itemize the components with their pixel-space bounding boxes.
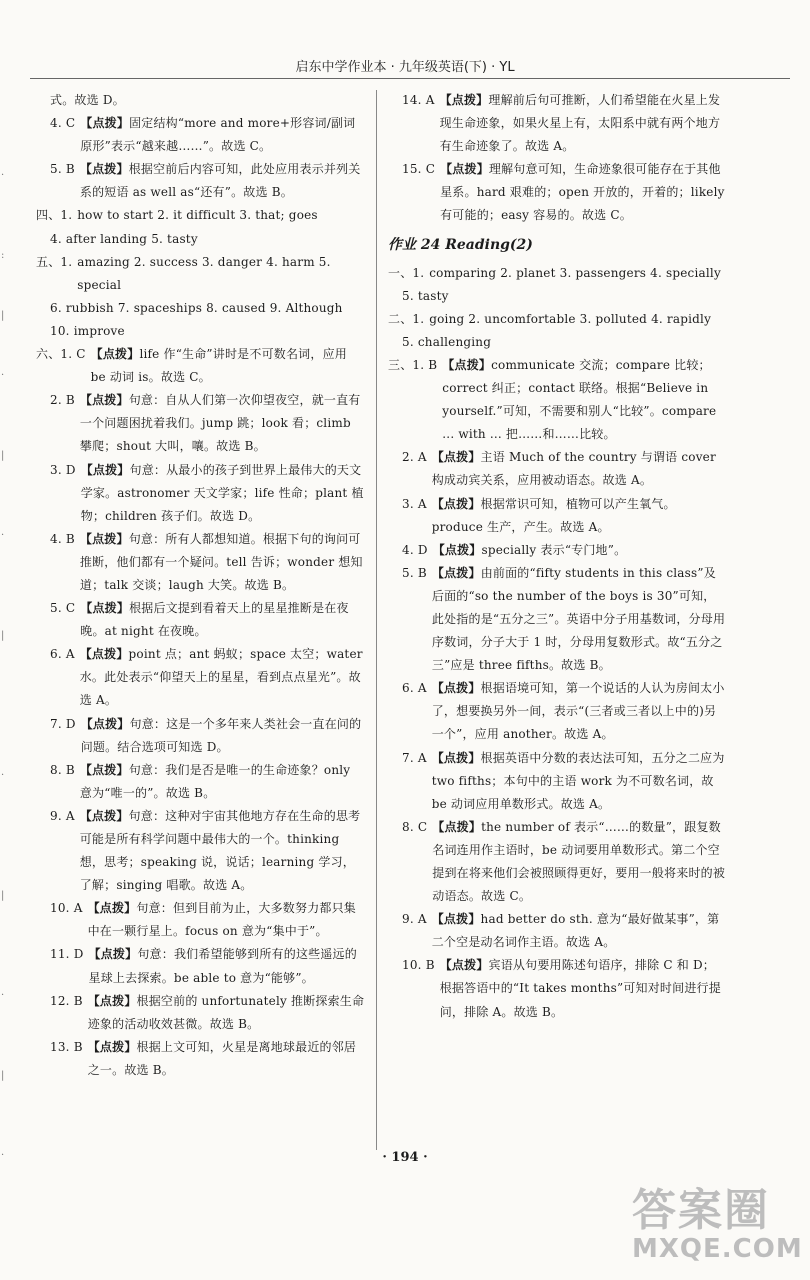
hint-keyword: 【点拨】 xyxy=(87,1039,137,1054)
hint-keyword: 【点拨】 xyxy=(439,958,489,973)
answer-text xyxy=(432,562,726,677)
hint-keyword: 【点拨】 xyxy=(90,347,140,362)
answer-body: 5. tasty xyxy=(402,288,449,303)
answer-item xyxy=(36,597,366,643)
answer-item xyxy=(36,89,366,112)
answer-body: how to start 2. it difficult 3. that; goes xyxy=(77,208,318,223)
answer-body: 理解句意可知，生命迹象很可能存在于其他星系。hard 艰难的；open 开放的，开着的；likely 有可能的；easy 容易的。故选 C。 xyxy=(440,162,725,223)
hint-keyword: 【点拨】 xyxy=(431,750,481,765)
answer-text xyxy=(432,816,726,908)
watermark-logo xyxy=(632,1185,803,1272)
answer-item xyxy=(36,943,366,989)
answer-text xyxy=(432,493,726,539)
answer-item xyxy=(36,805,366,897)
answer-item xyxy=(388,262,726,285)
column-divider xyxy=(376,90,377,1150)
answer-item xyxy=(36,389,366,458)
answer-number: 3. A xyxy=(402,496,427,511)
answer-item xyxy=(36,320,366,343)
answer-body: 句意：但到目前为止，大多数努力都只集中在一颗行星上。focus on 意为“集中于”。 xyxy=(87,901,356,939)
answer-text xyxy=(440,158,726,227)
answer-item xyxy=(36,158,366,204)
answer-item xyxy=(36,759,366,805)
answer-body: point 点；ant 蚂蚁；space 太空；water 水。此处表示“仰望天上的星星，看到点点星光”。故选 A。 xyxy=(79,647,363,708)
answer-item xyxy=(36,713,366,759)
answer-text xyxy=(432,446,726,492)
answer-text xyxy=(440,954,726,1023)
answer-number: 4. B xyxy=(50,531,75,546)
answer-number: 4. C xyxy=(50,116,76,131)
answer-item xyxy=(36,897,366,943)
answer-body: 由前面的“fifty students in this class”及后面的“so the number of the boys is 30”可知，此处指的是“五分之三”。英语中分子用基数词，分母用序数词，分子大于 1 时，分母用复数形式。故“五分之三”应是 three fifths。故选 B。 xyxy=(431,565,726,673)
hint-keyword: 【点拨】 xyxy=(80,601,130,616)
answer-body: the number of 表示“……的数量”，跟复数名词连用作主语时，be 动词要用单数形式。第二个空提到在将来他们会被照顾得更好，要用一般将来时的被动语态。故选 C。 xyxy=(432,819,726,904)
answer-text xyxy=(432,908,726,954)
answer-body: 句意：这是一个多年来人类社会一直在问的问题。结合选项可知选 D。 xyxy=(80,716,362,754)
answer-number: 14. A xyxy=(402,93,435,107)
answer-body: 10. improve xyxy=(50,323,125,338)
section-title: 作业 24 Reading(2) xyxy=(388,236,533,253)
answer-item xyxy=(36,643,366,712)
answer-text xyxy=(80,805,366,897)
answer-text xyxy=(80,112,366,158)
answer-item xyxy=(36,204,366,227)
hint-keyword: 【点拨】 xyxy=(431,496,481,511)
watermark-top: 答案圈 xyxy=(632,1185,770,1236)
answer-text xyxy=(80,759,366,805)
answer-number: 三、1. B xyxy=(388,357,438,372)
answer-item xyxy=(388,158,726,227)
answer-body: 句意：自从人们第一次仰望夜空，就一直有一个问题困扰着我们。jump 跳；look 看；climb 攀爬；shout 大叫，嚷。故选 B。 xyxy=(79,393,361,454)
answer-text xyxy=(80,389,366,458)
answer-text xyxy=(80,158,366,204)
answer-number: 4. D xyxy=(402,542,428,557)
answer-item xyxy=(388,562,726,677)
answer-text xyxy=(81,459,366,528)
answer-item xyxy=(388,816,726,908)
answer-body: communicate 交流；compare 比较；correct 纠正；contact 联络。根据“Believe in yourself.”可知，不需要和别人“比较”。compare ... with ... 把……和……比较。 xyxy=(442,357,717,442)
answer-body: 5. challenging xyxy=(402,334,492,349)
answer-text xyxy=(77,204,366,227)
answer-item xyxy=(36,343,366,389)
header-rule xyxy=(30,78,790,79)
answer-body: 句意：从最小的孩子到世界上最伟大的天文学家。astronomer 天文学家；life 性命；plant 植物；children 孩子们。故选 D。 xyxy=(80,462,364,523)
answer-number: 5. B xyxy=(50,162,75,177)
answer-item xyxy=(388,677,726,746)
answer-body: 根据常识可知，植物可以产生氧气。produce 生产，产生。故选 A。 xyxy=(431,496,676,534)
answer-number: 7. A xyxy=(402,750,427,765)
answer-text xyxy=(440,89,726,158)
hint-keyword: 【点拨】 xyxy=(431,565,481,580)
hint-keyword: 【点拨】 xyxy=(80,716,130,731)
answer-item xyxy=(36,228,366,251)
hint-keyword: 【点拨】 xyxy=(79,808,129,823)
answer-item xyxy=(388,493,726,539)
answer-body: 句意：这种对宇宙其他地方存在生命的思考可能是所有科学问题中最伟大的一个。thinking 想，思考；speaking 说，说话；learning 学习，了解；singing 唱歌。故选 A。 xyxy=(79,808,361,893)
answer-item xyxy=(388,331,726,354)
answer-body: 6. rubbish 7. spaceships 8. caused 9. Although xyxy=(50,300,343,315)
answer-body: 句意：所有人都想知道。根据下句的询问可推断，他们都有一个疑问。tell 告诉；wonder 想知道；talk 交谈；laugh 大笑。故选 B。 xyxy=(79,531,363,592)
answer-number: 六、1. C xyxy=(36,347,86,362)
answer-number: 7. D xyxy=(50,716,76,731)
answer-number: 10. B xyxy=(402,958,435,973)
answer-item xyxy=(36,112,366,158)
answer-text xyxy=(88,990,366,1036)
answer-number: 5. B xyxy=(402,565,427,580)
answer-number: 12. B xyxy=(50,993,83,1008)
answer-body: 根据上文可知，火星是离地球最近的邻居之一。故选 B。 xyxy=(87,1039,357,1077)
answer-item xyxy=(388,446,726,492)
answer-body: going 2. uncomfortable 3. polluted 4. rapidly xyxy=(429,311,712,326)
answer-number: 8. C xyxy=(402,819,428,834)
answer-item xyxy=(388,539,726,562)
answer-text xyxy=(80,528,366,597)
answer-number: 9. A xyxy=(402,912,427,927)
answer-text xyxy=(50,320,366,343)
left-column xyxy=(36,89,366,1082)
answer-text xyxy=(81,713,366,759)
answer-text xyxy=(429,308,726,331)
answer-body: 宾语从句要用陈述句语序，排除 C 和 D；根据答语中的“It takes months”可知对时间进行提问，排除 A。故选 B。 xyxy=(439,958,721,1019)
answer-text xyxy=(77,251,366,297)
hint-keyword: 【点拨】 xyxy=(431,450,481,465)
answer-body: had better do sth. 意为“最好做某事”，第二个空是动名词作主语。故选 A。 xyxy=(431,912,720,950)
hint-keyword: 【点拨】 xyxy=(79,531,129,546)
answer-number: 5. C xyxy=(50,601,76,616)
answer-text xyxy=(429,262,726,285)
hint-keyword: 【点拨】 xyxy=(79,393,129,408)
running-header: 启东中学作业本 · 九年级英语(下) · YL xyxy=(295,60,515,75)
answer-item xyxy=(36,528,366,597)
hint-keyword: 【点拨】 xyxy=(88,947,138,962)
answer-item xyxy=(388,308,726,331)
answer-number: 11. D xyxy=(50,947,84,962)
hint-keyword: 【点拨】 xyxy=(80,116,130,131)
answer-number: 6. A xyxy=(402,681,427,696)
answer-text xyxy=(433,539,726,562)
answer-body: life 作“生命”讲时是不可数名词，应用 be 动词 is。故选 C。 xyxy=(90,347,347,385)
answer-body: 根据后文提到看着天上的星星推断是在夜晚。at night 在夜晚。 xyxy=(80,601,349,639)
answer-text xyxy=(88,1036,366,1082)
answer-item xyxy=(36,251,366,297)
hint-keyword: 【点拨】 xyxy=(431,912,481,927)
answer-item xyxy=(36,459,366,528)
watermark-bottom: MXQE.COM xyxy=(632,1234,803,1264)
hint-keyword: 【点拨】 xyxy=(440,162,489,177)
answer-text xyxy=(432,747,726,816)
answer-body: 句意：我们是否是唯一的生命迹象？only 意为“唯一的”。故选 B。 xyxy=(79,762,351,800)
answer-text xyxy=(432,677,726,746)
answer-number: 10. A xyxy=(50,901,83,916)
answer-number: 13. B xyxy=(50,1039,83,1054)
answer-number: 15. C xyxy=(402,162,436,177)
answer-number: 五、1. xyxy=(36,254,73,269)
hint-keyword: 【点拨】 xyxy=(79,647,129,662)
answer-body: amazing 2. success 3. danger 4. harm 5. special xyxy=(77,254,331,292)
answer-item xyxy=(388,954,726,1023)
answer-text xyxy=(402,331,726,354)
answer-body: 句意：我们希望能够到所有的这些遥远的星球上去探索。be able to 意为“能够”。 xyxy=(88,947,357,985)
answer-item xyxy=(36,1036,366,1082)
answer-item xyxy=(388,908,726,954)
answer-body: 式。故选 D。 xyxy=(50,93,125,107)
answer-text xyxy=(88,897,366,943)
answer-body: 固定结构“more and more+形容词/副词原形”表示“越来越……”。故选 C。 xyxy=(80,116,356,154)
hint-keyword: 【点拨】 xyxy=(432,542,482,557)
answer-number: 3. D xyxy=(50,462,76,477)
hint-keyword: 【点拨】 xyxy=(431,681,481,696)
answer-number: 四、1. xyxy=(36,208,73,223)
answer-text xyxy=(89,943,366,989)
answer-item xyxy=(388,89,726,158)
hint-keyword: 【点拨】 xyxy=(80,462,130,477)
answer-text xyxy=(91,343,366,389)
answer-number: 2. A xyxy=(402,450,427,465)
answer-body: 根据空前的 unfortunately 推断探索生命迹象的活动收效甚微。故选 B。 xyxy=(87,993,365,1031)
answer-item xyxy=(388,285,726,308)
answer-body: specially 表示“专门地”。 xyxy=(481,542,627,557)
answer-number: 二、1. xyxy=(388,311,425,326)
hint-keyword: 【点拨】 xyxy=(432,819,482,834)
answer-number: 6. A xyxy=(50,647,75,662)
answer-text xyxy=(442,354,726,446)
hint-keyword: 【点拨】 xyxy=(79,762,129,777)
answer-item xyxy=(36,297,366,320)
hint-keyword: 【点拨】 xyxy=(87,993,137,1008)
hint-keyword: 【点拨】 xyxy=(442,357,492,372)
answer-body: 主语 Much of the country 与谓语 cover 构成动宾关系，应用被动语态。故选 A。 xyxy=(431,450,716,488)
answer-text xyxy=(50,297,366,320)
answer-body: 4. after landing 5. tasty xyxy=(50,231,198,246)
answer-text xyxy=(80,597,366,643)
right-column-bottom xyxy=(388,262,726,1024)
hint-keyword: 【点拨】 xyxy=(87,901,137,916)
answer-text xyxy=(50,228,366,251)
answer-item xyxy=(388,747,726,816)
answer-text xyxy=(402,285,726,308)
page-number: · 194 · xyxy=(382,1150,428,1165)
answer-text xyxy=(80,643,366,712)
answer-text xyxy=(50,89,366,112)
answer-number: 2. B xyxy=(50,393,75,408)
answer-body: 根据英语中分数的表达法可知，五分之二应为 two fifths；本句中的主语 work 为不可数名词，故 be 动词应用单数形式。故选 A。 xyxy=(431,750,725,811)
right-column-top xyxy=(388,89,726,228)
answer-body: comparing 2. planet 3. passengers 4. specially xyxy=(429,265,721,280)
right-column xyxy=(388,89,726,1024)
answer-body: 根据空前后内容可知，此处应用表示并列关系的短语 as well as“还有”。故选 B。 xyxy=(79,162,361,200)
answer-body: 理解前后句可推断，人们希望能在火星上发现生命迹象，如果火星上有，太阳系中就有两个地方有生命迹象了。故选 A。 xyxy=(439,93,721,154)
answer-item xyxy=(36,990,366,1036)
hint-keyword: 【点拨】 xyxy=(439,93,489,107)
answer-number: 一、1. xyxy=(388,265,425,280)
answer-item xyxy=(388,354,726,446)
answer-body: 根据语境可知，第一个说话的人认为房间太小了，想要换另外一间，表示“(三者或三者以上中的)另一个”，应用 another。故选 A。 xyxy=(431,681,725,742)
answer-number: 9. A xyxy=(50,808,75,823)
answer-number: 8. B xyxy=(50,762,75,777)
hint-keyword: 【点拨】 xyxy=(79,162,129,177)
